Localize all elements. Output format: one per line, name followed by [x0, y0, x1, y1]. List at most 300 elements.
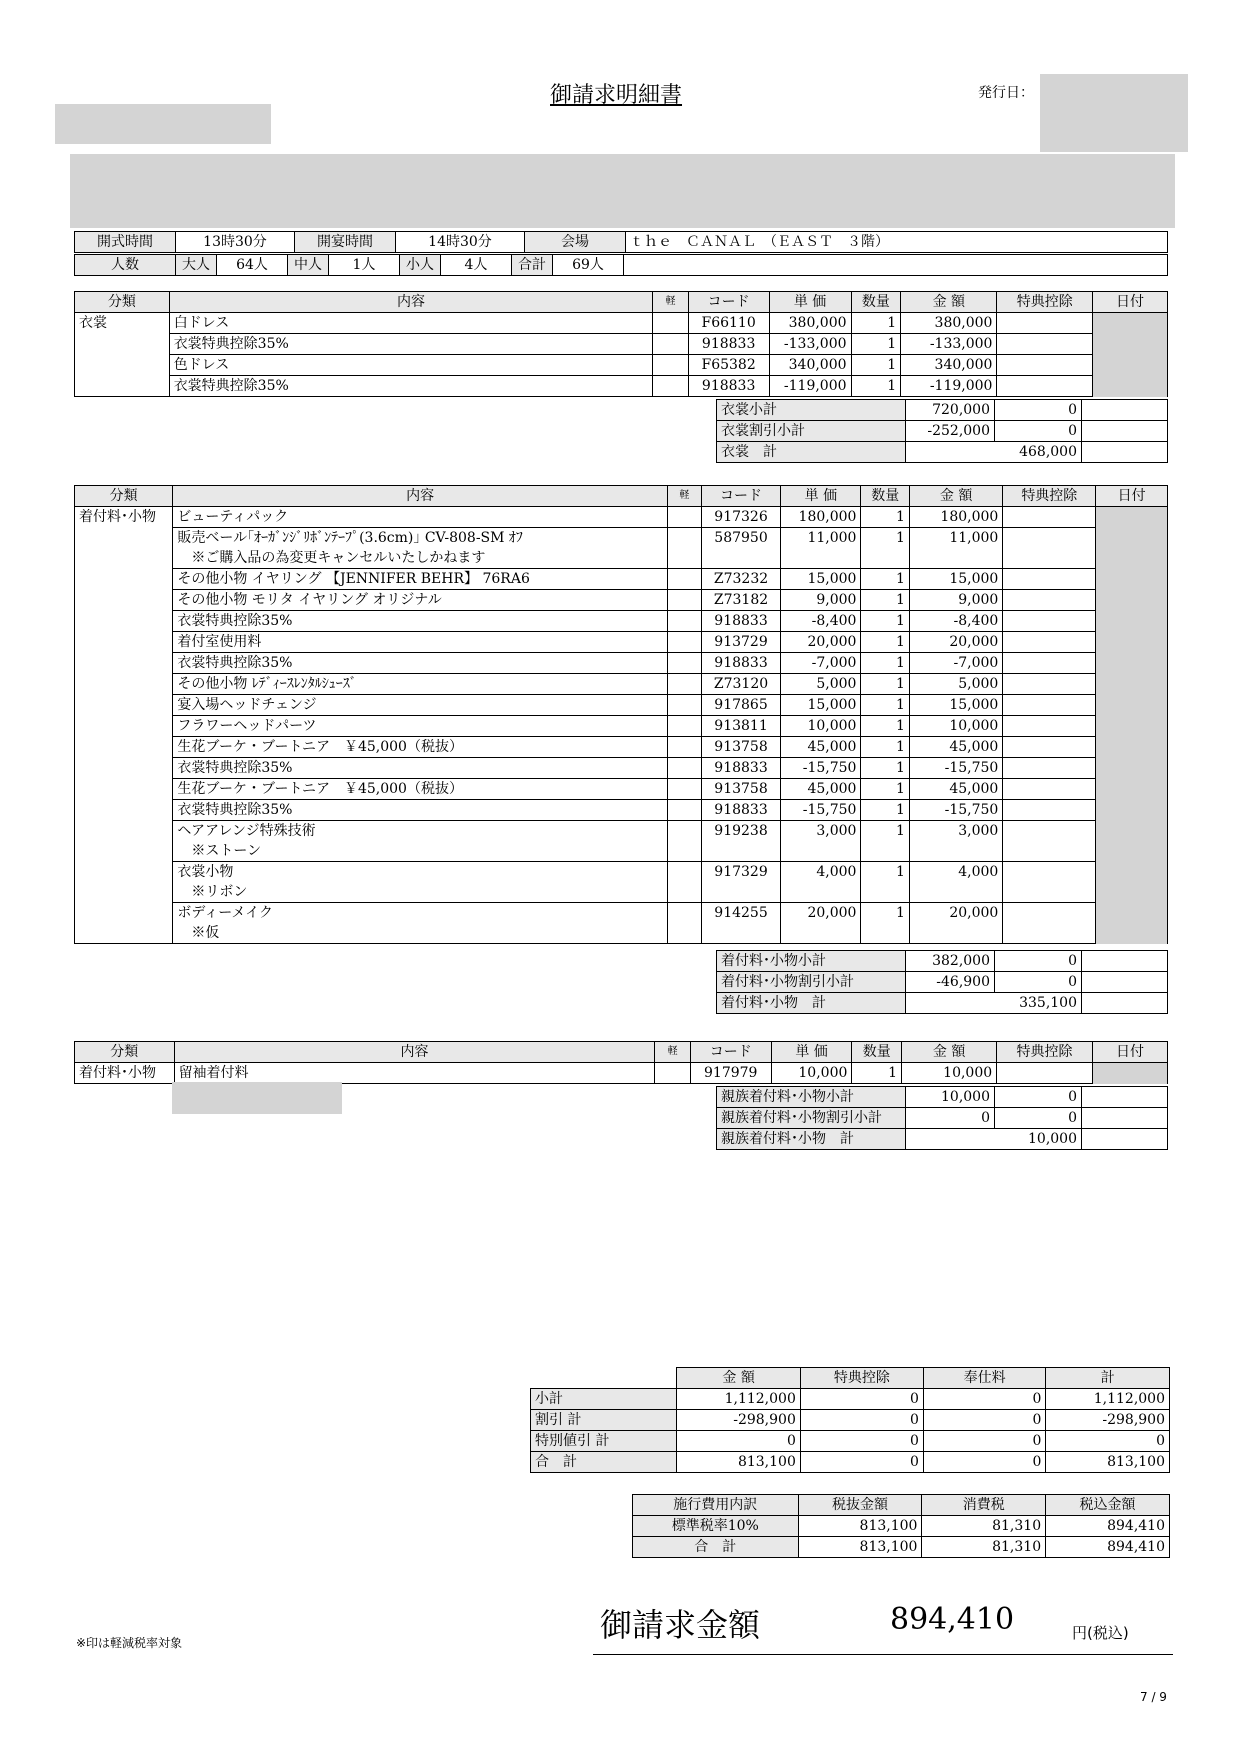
total-people-label: 合計 — [512, 255, 553, 276]
column-header-deduct: 特典控除 — [997, 292, 1093, 313]
row-amount: -8,400 — [909, 611, 1002, 632]
row-unit: 45,000 — [781, 737, 861, 758]
row-content — [174, 1063, 655, 1084]
row-unit: -133,000 — [769, 334, 851, 355]
column-header-category: 分類 — [75, 486, 173, 507]
row-content-note: ※仮 — [177, 925, 220, 941]
section-total-amount: 10,000 — [906, 1129, 1082, 1150]
table-row — [75, 903, 1168, 944]
column-header-content: 内容 — [169, 292, 653, 313]
row-unit: 380,000 — [769, 313, 851, 334]
row-code: 913729 — [701, 632, 781, 653]
column-header-unit: 単 価 — [781, 486, 861, 507]
row-code: F65382 — [688, 355, 769, 376]
row-content-note: ※ご購入品の為変更キャンセルいたしかねます — [177, 550, 486, 566]
total-people: 69人 — [553, 255, 624, 276]
subtotal-amount: 720,000 — [906, 400, 995, 421]
row-deduct — [1003, 800, 1096, 821]
row-amount: 15,000 — [909, 569, 1002, 590]
row-unit: 20,000 — [781, 903, 861, 944]
row-content — [169, 334, 653, 355]
row-content-note: ※リボン — [177, 884, 248, 900]
row-deduct — [1003, 507, 1096, 528]
section-total-amount: 468,000 — [906, 442, 1082, 463]
row-amount: 45,000 — [909, 737, 1002, 758]
row-deduct — [1003, 903, 1096, 944]
row-content — [173, 779, 668, 800]
row-category: 衣裳 — [75, 313, 170, 334]
row-unit: 15,000 — [781, 695, 861, 716]
row-code: Z73120 — [701, 674, 781, 695]
row-code: 917979 — [690, 1063, 771, 1084]
summary-row-label: 小計 — [531, 1389, 677, 1410]
row-content-text: 衣裳特典控除35% — [173, 378, 289, 394]
row-date — [1096, 862, 1168, 903]
people-label: 人数 — [75, 255, 176, 276]
discount-label: 衣裳割引小計 — [717, 421, 906, 442]
row-content-text: ボディーメイク — [177, 905, 273, 921]
row-code: 914255 — [701, 903, 781, 944]
row-reduced-mark — [667, 611, 701, 632]
row-deduct — [1003, 737, 1096, 758]
row-content — [173, 903, 668, 944]
row-category — [75, 611, 173, 632]
summary-cell: 0 — [923, 1389, 1046, 1410]
row-category — [75, 376, 170, 397]
column-header-unit: 単 価 — [771, 1042, 852, 1063]
section-total-label: 親族着付料･小物 計 — [717, 1129, 906, 1150]
summary-cell: 813,100 — [677, 1452, 801, 1473]
adult-label: 大人 — [176, 255, 217, 276]
tax-cell: 813,100 — [798, 1516, 922, 1537]
row-code: 918833 — [688, 334, 769, 355]
subtotal-amount: 382,000 — [906, 951, 995, 972]
row-category — [75, 632, 173, 653]
row-amount: -15,750 — [909, 800, 1002, 821]
event-info-table — [74, 231, 1168, 253]
row-qty: 1 — [861, 821, 910, 862]
summary-cell: -298,900 — [677, 1410, 801, 1431]
row-unit: -8,400 — [781, 611, 861, 632]
row-unit: 10,000 — [771, 1063, 852, 1084]
row-content-text: フラワーヘッドパーツ — [177, 718, 317, 734]
table-row — [75, 507, 1168, 528]
row-reduced-mark — [667, 653, 701, 674]
row-date — [1096, 695, 1168, 716]
tax-header-row — [633, 1495, 1170, 1516]
row-content — [169, 376, 653, 397]
row-code: 918833 — [701, 800, 781, 821]
table-row — [75, 758, 1168, 779]
discount-label: 親族着付料･小物割引小計 — [717, 1108, 906, 1129]
row-content — [173, 590, 668, 611]
row-qty: 1 — [861, 674, 910, 695]
table-row — [75, 821, 1168, 862]
row-unit: 9,000 — [781, 590, 861, 611]
subtotal-row — [717, 400, 1168, 421]
redacted-guest-name — [172, 1082, 342, 1114]
row-unit: 20,000 — [781, 632, 861, 653]
row-deduct — [1003, 758, 1096, 779]
row-date — [1093, 334, 1168, 355]
row-content-text: 宴入場ヘッドチェンジ — [177, 697, 317, 713]
tax-row — [633, 1516, 1170, 1537]
redacted-issue-date — [1040, 74, 1188, 152]
row-content — [173, 569, 668, 590]
subtotal-deduct: 0 — [995, 951, 1082, 972]
row-date — [1093, 376, 1168, 397]
row-content-text: その他小物 ﾚﾃﾞｨｰｽﾚﾝﾀﾙｼｭｰｽﾞ — [177, 676, 357, 692]
row-qty: 1 — [851, 313, 901, 334]
summary-cell: 813,100 — [1046, 1452, 1170, 1473]
summary-cell: 0 — [923, 1410, 1046, 1431]
tax-row-label: 合 計 — [633, 1537, 799, 1558]
grand-total-label: 御請求金額 — [600, 1606, 761, 1644]
row-deduct — [997, 355, 1093, 376]
table-row — [75, 590, 1168, 611]
row-unit: 45,000 — [781, 779, 861, 800]
row-deduct — [1003, 674, 1096, 695]
section-total-label: 着付料･小物 計 — [717, 993, 906, 1014]
row-code: 913758 — [701, 779, 781, 800]
row-reduced-mark — [667, 674, 701, 695]
row-content-text: 衣裳特典控除35% — [177, 760, 293, 776]
row-date — [1096, 507, 1168, 528]
row-category — [75, 737, 173, 758]
row-reduced-mark — [667, 821, 701, 862]
row-category: 着付料･小物 — [75, 507, 173, 528]
row-unit: 15,000 — [781, 569, 861, 590]
tax-cell: 81,310 — [922, 1516, 1046, 1537]
row-category — [75, 590, 173, 611]
summary-cell: 0 — [1046, 1431, 1170, 1452]
row-category — [75, 355, 170, 376]
row-category — [75, 716, 173, 737]
row-category — [75, 653, 173, 674]
venue-label: 会場 — [525, 232, 626, 253]
table-row — [75, 632, 1168, 653]
row-content — [173, 737, 668, 758]
row-code: 587950 — [701, 528, 781, 569]
column-header-content: 内容 — [174, 1042, 655, 1063]
row-content-text: その他小物 モリタ イヤリング オリジナル — [177, 592, 442, 608]
row-amount: 340,000 — [901, 355, 997, 376]
subtotal-label: 着付料･小物小計 — [717, 951, 906, 972]
ceremony-time: 13時30分 — [176, 232, 295, 253]
row-reduced-mark — [667, 800, 701, 821]
row-qty: 1 — [861, 903, 910, 944]
row-date — [1096, 674, 1168, 695]
summary-table — [530, 1367, 1170, 1473]
row-qty: 1 — [861, 737, 910, 758]
banquet-time: 14時30分 — [396, 232, 525, 253]
column-header-reduced: 軽 — [655, 1042, 690, 1063]
table-row — [75, 695, 1168, 716]
row-content — [173, 528, 668, 569]
redacted-customer-name — [55, 104, 271, 144]
row-reduced-mark — [667, 737, 701, 758]
row-category — [75, 695, 173, 716]
discount-deduct: 0 — [995, 421, 1082, 442]
row-deduct — [1003, 716, 1096, 737]
row-qty: 1 — [861, 716, 910, 737]
row-amount: 15,000 — [909, 695, 1002, 716]
tax-header-1: 税抜金額 — [798, 1495, 922, 1516]
summary-row-label: 合 計 — [531, 1452, 677, 1473]
summary-row-label: 割引 計 — [531, 1410, 677, 1431]
table-row — [75, 528, 1168, 569]
row-category — [75, 903, 173, 944]
summary-cell: 0 — [923, 1431, 1046, 1452]
summary-cell: 0 — [923, 1452, 1046, 1473]
column-header-category: 分類 — [75, 1042, 175, 1063]
row-code: Z73182 — [701, 590, 781, 611]
column-header-amount: 金 額 — [902, 1042, 997, 1063]
row-category — [75, 528, 173, 569]
row-code: 919238 — [701, 821, 781, 862]
row-amount: 3,000 — [909, 821, 1002, 862]
column-header-qty: 数量 — [852, 1042, 902, 1063]
row-category — [75, 821, 173, 862]
subtotal-deduct: 0 — [995, 400, 1082, 421]
row-unit: 10,000 — [781, 716, 861, 737]
row-date — [1096, 758, 1168, 779]
row-date — [1092, 1063, 1167, 1084]
discount-row — [717, 421, 1168, 442]
row-content — [173, 611, 668, 632]
child-label: 小人 — [400, 255, 441, 276]
row-category — [75, 779, 173, 800]
summary-header-2: 奉仕料 — [923, 1368, 1046, 1389]
table-row — [75, 674, 1168, 695]
row-content — [173, 821, 668, 862]
table-row — [75, 1063, 1168, 1084]
row-date — [1096, 716, 1168, 737]
banquet-time-label: 開宴時間 — [295, 232, 396, 253]
table-row — [75, 569, 1168, 590]
summary-cell: 1,112,000 — [1046, 1389, 1170, 1410]
row-content — [173, 716, 668, 737]
line-items-table-1 — [74, 291, 1168, 397]
row-reduced-mark — [667, 779, 701, 800]
row-content-text: 衣裳特典控除35% — [177, 613, 293, 629]
row-deduct — [1003, 611, 1096, 632]
row-category — [75, 862, 173, 903]
table-row — [75, 862, 1168, 903]
row-amount: 380,000 — [901, 313, 997, 334]
column-header-amount: 金 額 — [909, 486, 1002, 507]
row-content-note: ※ストーン — [177, 843, 262, 859]
tax-cell: 81,310 — [922, 1537, 1046, 1558]
row-unit: 5,000 — [781, 674, 861, 695]
document-title: 御請求明細書 — [550, 83, 683, 108]
tax-header-2: 消費税 — [922, 1495, 1046, 1516]
row-reduced-mark — [667, 507, 701, 528]
row-qty: 1 — [861, 779, 910, 800]
row-deduct — [1003, 528, 1096, 569]
row-category — [75, 800, 173, 821]
column-header-deduct: 特典控除 — [997, 1042, 1093, 1063]
row-category — [75, 758, 173, 779]
row-date — [1096, 737, 1168, 758]
discount-label: 着付料･小物割引小計 — [717, 972, 906, 993]
row-code: F66110 — [688, 313, 769, 334]
row-content — [173, 507, 668, 528]
section-total-label: 衣裳 計 — [717, 442, 906, 463]
subtotal-label: 衣裳小計 — [717, 400, 906, 421]
tax-header-0: 施行費用内訳 — [633, 1495, 799, 1516]
subtotal-label: 親族着付料･小物小計 — [717, 1087, 906, 1108]
row-deduct — [1003, 821, 1096, 862]
venue-value: ｔｈｅ ＣＡＮＡＬ （ＥＡＳＴ ３階） — [626, 232, 1168, 253]
tax-row — [633, 1537, 1170, 1558]
row-code: 917865 — [701, 695, 781, 716]
row-category — [75, 334, 170, 355]
summary-cell: 0 — [800, 1389, 923, 1410]
table-row — [75, 376, 1168, 397]
summary-cell: 0 — [800, 1410, 923, 1431]
table-row — [75, 313, 1168, 334]
row-reduced-mark — [653, 355, 688, 376]
subtotal-blank — [1082, 1087, 1168, 1108]
tax-cell: 894,410 — [1046, 1537, 1170, 1558]
row-date — [1096, 611, 1168, 632]
discount-amount: -252,000 — [906, 421, 995, 442]
redacted-address-block — [70, 154, 1175, 228]
column-header-code: コード — [688, 292, 769, 313]
row-amount: 10,000 — [902, 1063, 997, 1084]
row-date — [1093, 355, 1168, 376]
row-category: 着付料･小物 — [75, 1063, 175, 1084]
column-header-deduct: 特典控除 — [1003, 486, 1096, 507]
child-count: 4人 — [441, 255, 512, 276]
row-qty: 1 — [861, 590, 910, 611]
summary-cell: 0 — [800, 1452, 923, 1473]
row-qty: 1 — [861, 632, 910, 653]
tax-cell: 894,410 — [1046, 1516, 1170, 1537]
summary-corner — [531, 1368, 677, 1389]
row-amount: 180,000 — [909, 507, 1002, 528]
row-amount: 20,000 — [909, 632, 1002, 653]
row-amount: 9,000 — [909, 590, 1002, 611]
table-header-row — [75, 1042, 1168, 1063]
row-amount: 20,000 — [909, 903, 1002, 944]
row-content-text: 衣裳小物 — [177, 864, 234, 880]
row-unit: -119,000 — [769, 376, 851, 397]
row-code: Z73232 — [701, 569, 781, 590]
section-total-blank — [1082, 1129, 1168, 1150]
summary-row — [531, 1410, 1170, 1431]
row-reduced-mark — [667, 528, 701, 569]
row-reduced-mark — [667, 758, 701, 779]
row-unit: 340,000 — [769, 355, 851, 376]
column-header-reduced: 軽 — [653, 292, 688, 313]
row-code: 913811 — [701, 716, 781, 737]
row-deduct — [1003, 779, 1096, 800]
row-amount: -119,000 — [901, 376, 997, 397]
row-code: 918833 — [701, 611, 781, 632]
row-content — [173, 758, 668, 779]
table-row — [75, 779, 1168, 800]
column-header-date: 日付 — [1096, 486, 1168, 507]
row-content-text: 衣裳特典控除35% — [177, 802, 293, 818]
row-date — [1096, 800, 1168, 821]
row-code: 918833 — [701, 653, 781, 674]
row-date — [1096, 590, 1168, 611]
row-content-text: ヘアアレンジ特殊技術 — [177, 823, 316, 839]
subtotal-table-1 — [716, 399, 1168, 463]
summary-cell: 1,112,000 — [677, 1389, 801, 1410]
row-content-text: 色ドレス — [173, 357, 230, 373]
column-header-qty: 数量 — [851, 292, 901, 313]
row-date — [1096, 632, 1168, 653]
row-deduct — [997, 1063, 1093, 1084]
row-amount: -133,000 — [901, 334, 997, 355]
row-content — [173, 800, 668, 821]
summary-row-label: 特別値引 計 — [531, 1431, 677, 1452]
row-content-text: 衣裳特典控除35% — [173, 336, 289, 352]
summary-cell: 0 — [677, 1431, 801, 1452]
grand-total-unit: 円(税込) — [1072, 1624, 1129, 1642]
summary-header-1: 特典控除 — [800, 1368, 923, 1389]
row-deduct — [1003, 569, 1096, 590]
subtotal-blank — [1082, 951, 1168, 972]
row-content — [169, 313, 653, 334]
page-number: 7 / 9 — [1140, 1690, 1167, 1704]
people-count-table — [74, 254, 1168, 276]
table-header-row — [75, 292, 1168, 313]
subtotal-row — [717, 951, 1168, 972]
summary-row — [531, 1431, 1170, 1452]
row-unit: 180,000 — [781, 507, 861, 528]
section-total-blank — [1082, 993, 1168, 1014]
row-deduct — [1003, 590, 1096, 611]
column-header-date: 日付 — [1093, 292, 1168, 313]
row-date — [1096, 903, 1168, 944]
row-reduced-mark — [655, 1063, 690, 1084]
row-date — [1096, 528, 1168, 569]
row-reduced-mark — [667, 903, 701, 944]
row-reduced-mark — [667, 632, 701, 653]
row-deduct — [1003, 632, 1096, 653]
row-unit: -15,750 — [781, 758, 861, 779]
summary-row — [531, 1389, 1170, 1410]
summary-header-0: 金 額 — [677, 1368, 801, 1389]
row-code: 917326 — [701, 507, 781, 528]
table-row — [75, 334, 1168, 355]
row-amount: 5,000 — [909, 674, 1002, 695]
row-date — [1096, 653, 1168, 674]
discount-amount: -46,900 — [906, 972, 995, 993]
discount-blank — [1082, 1108, 1168, 1129]
subtotal-blank — [1082, 400, 1168, 421]
section-total-row — [717, 442, 1168, 463]
ceremony-time-label: 開式時間 — [75, 232, 176, 253]
subtotal-deduct: 0 — [995, 1087, 1082, 1108]
section-total-amount: 335,100 — [906, 993, 1082, 1014]
column-header-category: 分類 — [75, 292, 170, 313]
row-code: 918833 — [688, 376, 769, 397]
row-reduced-mark — [653, 376, 688, 397]
column-header-amount: 金 額 — [901, 292, 997, 313]
row-deduct — [997, 334, 1093, 355]
summary-header-3: 計 — [1046, 1368, 1170, 1389]
discount-deduct: 0 — [995, 1108, 1082, 1129]
column-header-unit: 単 価 — [769, 292, 851, 313]
row-qty: 1 — [861, 528, 910, 569]
row-reduced-mark — [667, 716, 701, 737]
row-amount: 11,000 — [909, 528, 1002, 569]
